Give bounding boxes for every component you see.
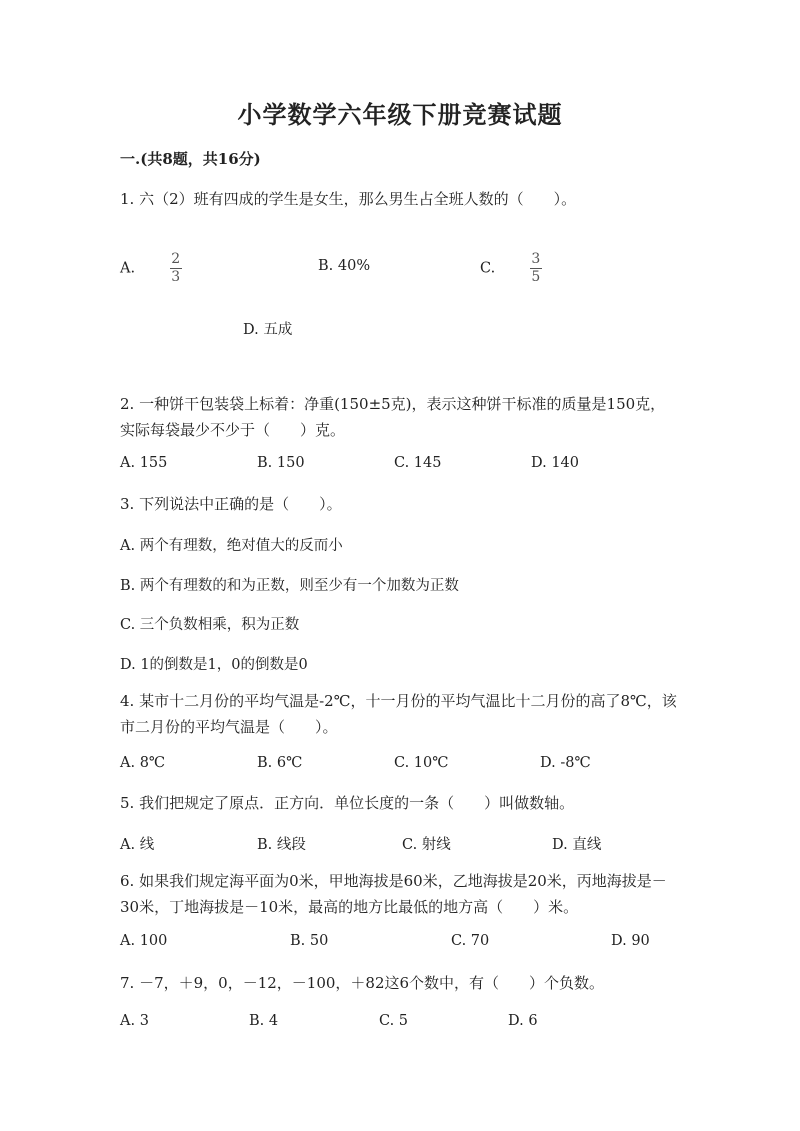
q4-option-c[interactable]: C. 10℃ — [394, 755, 449, 771]
question-6: 6. 如果我们规定海平面为0米，甲地海拔是60米，乙地海拔是20米，丙地海拔是－30米，丁地海拔是－10米，最高的地方比最低的地方高（ ）米。 — [120, 872, 667, 916]
fraction-numerator: 2 — [171, 251, 181, 267]
question-4: 4. 某市十二月份的平均气温是-2℃，十一月份的平均气温比十二月份的高了8℃，该市二月份的平均气温是（ ）。 — [120, 692, 677, 736]
q6-option-b[interactable]: B. 50 — [290, 933, 329, 949]
q5-option-c[interactable]: C. 射线 — [402, 837, 451, 853]
q2-option-c[interactable]: C. 145 — [394, 455, 442, 471]
q1-option-d[interactable]: D. 五成 — [243, 322, 293, 338]
q4-option-a[interactable]: A. 8℃ — [120, 755, 166, 771]
q5-option-b[interactable]: B. 线段 — [257, 837, 306, 853]
q7-option-d[interactable]: D. 6 — [508, 1013, 538, 1029]
q3-option-c[interactable]: C. 三个负数相乘，积为正数 — [120, 617, 300, 633]
q3-option-d[interactable]: D. 1的倒数是1，0的倒数是0 — [120, 657, 308, 673]
question-2: 2. 一种饼干包装袋上标着：净重(150±5克)，表示这种饼干标准的质量是150克，实际每袋最少不少于（ ）克。 — [120, 395, 666, 439]
question-5: 5. 我们把规定了原点．正方向．单位长度的一条（ ）叫做数轴。 — [120, 794, 575, 812]
q7-option-a[interactable]: A. 3 — [120, 1013, 149, 1029]
q1-option-b[interactable]: B. 40% — [318, 258, 371, 274]
fraction — [170, 252, 182, 285]
question-1: 1. 六（2）班有四成的学生是女生，那么男生占全班人数的（ ）。 — [120, 190, 577, 208]
fraction-denominator: 5 — [531, 269, 541, 285]
fraction-numerator: 3 — [531, 251, 541, 267]
section-heading: 一.(共8题，共16分) — [120, 150, 261, 168]
q6-option-a[interactable]: A. 100 — [120, 933, 168, 949]
q7-option-b[interactable]: B. 4 — [249, 1013, 279, 1029]
q3-option-b[interactable]: B. 两个有理数的和为正数，则至少有一个加数为正数 — [120, 578, 459, 594]
q2-option-a[interactable]: A. 155 — [120, 455, 168, 471]
q1-option-a[interactable] — [120, 252, 182, 285]
q2-option-b[interactable]: B. 150 — [257, 455, 305, 471]
fraction-denominator: 3 — [171, 269, 181, 285]
q6-option-d[interactable]: D. 90 — [611, 933, 650, 949]
option-label: C. — [480, 260, 496, 277]
q7-option-c[interactable]: C. 5 — [379, 1013, 409, 1029]
option-label: A. — [120, 260, 136, 277]
question-3: 3. 下列说法中正确的是（ ）。 — [120, 495, 342, 513]
question-7: 7. －7，＋9，0，－12，－100，＋82这6个数中，有（ ）个负数。 — [120, 974, 605, 992]
fraction — [530, 252, 542, 285]
q5-option-d[interactable]: D. 直线 — [552, 837, 602, 853]
q4-option-d[interactable]: D. -8℃ — [540, 755, 591, 771]
q5-option-a[interactable]: A. 线 — [120, 837, 155, 853]
q2-option-d[interactable]: D. 140 — [531, 455, 580, 471]
q3-option-a[interactable]: A. 两个有理数，绝对值大的反而小 — [120, 538, 343, 554]
q4-option-b[interactable]: B. 6℃ — [257, 755, 303, 771]
q1-option-c[interactable] — [480, 252, 542, 285]
page-title: 小学数学六年级下册竞赛试题 — [237, 100, 563, 129]
q6-option-c[interactable]: C. 70 — [451, 933, 490, 949]
